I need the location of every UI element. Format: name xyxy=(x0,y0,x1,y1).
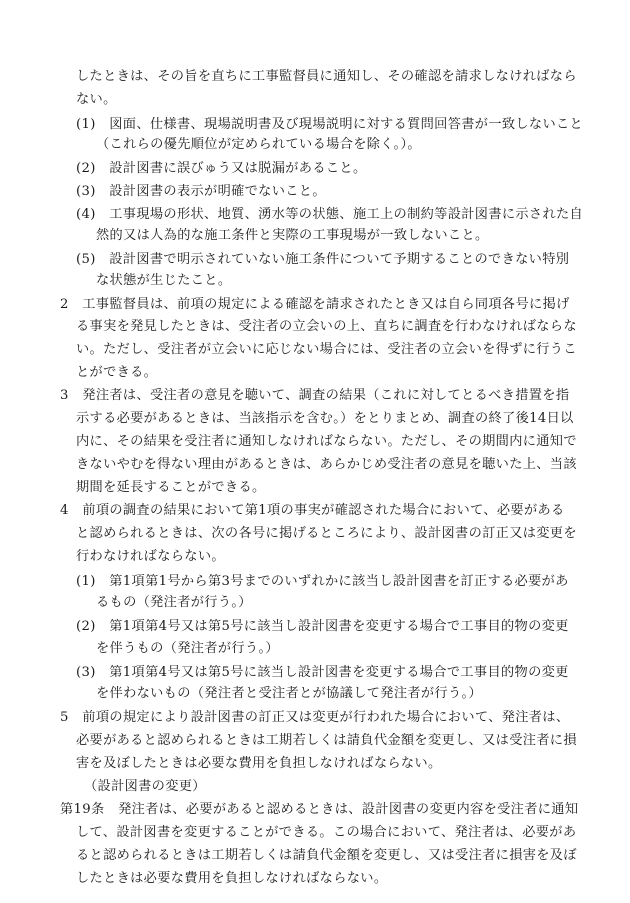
article-19-line-4: したときは必要な費用を負担しなければならない。 xyxy=(76,871,388,886)
paragraph-3-line-3: 内に、その結果を受注者に通知しなければならない。ただし、その期間内に通知で xyxy=(76,434,577,449)
paragraph-4-line-2: と認められるときは、次の各号に掲げるところにより、設計図書の訂正又は変更を xyxy=(76,526,577,541)
paragraph-2-line-2: る事実を発見したときは、受注者の立会いの上、直ちに調査を行わなければならな xyxy=(76,319,577,334)
list-item-1-line-2: （これらの優先順位が定められている場合を除く。）。 xyxy=(96,137,421,152)
paragraph-3-line-2: 示する必要があるときは、当該指示を含む。）をとりまとめ、調査の終了後14日以 xyxy=(76,411,574,426)
paragraph-3-line-4: きないやむを得ない理由があるときは、あらかじめ受注者の意見を聴いた上、当該 xyxy=(76,457,577,472)
paragraph-3-line-5: 期間を延長することができる。 xyxy=(76,480,266,495)
article-19-line-2: して、設計図書を変更することができる。この場合において、発注者は、必要があ xyxy=(76,825,577,840)
list-item-5-line-1: (5) 設計図書で明示されていない施工条件について予期することのできない特別 xyxy=(76,252,570,267)
paragraph-5-line-1: 5 前項の規定により設計図書の訂正又は変更が行われた場合において、発注者は、 xyxy=(60,710,570,725)
list-item-3: (3) 設計図書の表示が明確でないこと。 xyxy=(76,184,326,199)
text-line: ない。 xyxy=(76,92,117,107)
sub-item-3-line-2: を伴わないもの（発注者と受注者とが協議して発注者が行う。） xyxy=(96,686,482,701)
list-item-4-line-2: 然的又は人為的な施工条件と実際の工事現場が一致しないこと。 xyxy=(96,228,489,243)
paragraph-2-line-1: 2 工事監督員は、前項の規定による確認を請求されたとき又は自ら同項各号に掲げ xyxy=(60,297,570,312)
list-item-1-line-1: (1) 図面、仕様書、現場説明書及び現場説明に対する質問回答書が一致しないこと xyxy=(76,117,584,132)
paragraph-5-line-2: 必要があると認められるときは工期若しくは請負代金額を変更し、又は受注者に損 xyxy=(76,733,577,748)
paragraph-2-line-4: とができる。 xyxy=(76,365,158,380)
list-item-5-line-2: な状態が生じたこと。 xyxy=(96,273,232,288)
paragraph-4-line-3: 行わなければならない。 xyxy=(76,549,225,564)
article-heading: （設計図書の変更） xyxy=(84,779,206,794)
list-item-4-line-1: (4) 工事現場の形状、地質、湧水等の状態、施工上の制約等設計図書に示された自 xyxy=(76,207,584,222)
sub-item-3-line-1: (3) 第1項第4号又は第5号に該当し設計図書を変更する場合で工事目的物の変更 xyxy=(76,665,569,680)
sub-item-2-line-1: (2) 第1項第4号又は第5号に該当し設計図書を変更する場合で工事目的物の変更 xyxy=(76,619,569,634)
paragraph-2-line-3: い。ただし、受注者が立会いに応じない場合には、受注者の立会いを得ずに行うこ xyxy=(76,342,577,357)
paragraph-3-line-1: 3 発注者は、受注者の意見を聴いて、調査の結果（これに対してとるべき措置を指 xyxy=(60,388,570,403)
sub-item-1-line-1: (1) 第1項第1号から第3号までのいずれかに該当し設計図書を訂正する必要があ xyxy=(76,574,569,589)
sub-item-1-line-2: るもの（発注者が行う。） xyxy=(96,595,252,610)
paragraph-5-line-3: 害を及ぼしたときは必要な費用を負担しなければならない。 xyxy=(76,756,442,771)
article-19-line-3: ると認められるときは工期若しくは請負代金額を変更し、又は受注者に損害を及ぼ xyxy=(76,848,577,863)
text-line: したときは、その旨を直ちに工事監督員に通知し、その確認を請求しなければなら xyxy=(76,69,577,84)
article-19-line-1: 第19条 発注者は、必要があると認めるときは、設計図書の変更内容を受注者に通知 xyxy=(60,802,579,817)
list-item-2: (2) 設計図書に誤びゅう又は脱漏があること。 xyxy=(76,161,367,176)
sub-item-2-line-2: を伴うもの（発注者が行う。） xyxy=(96,641,279,656)
paragraph-4-line-1: 4 前項の調査の結果において第1項の事実が確認された場合において、必要がある xyxy=(60,503,565,518)
